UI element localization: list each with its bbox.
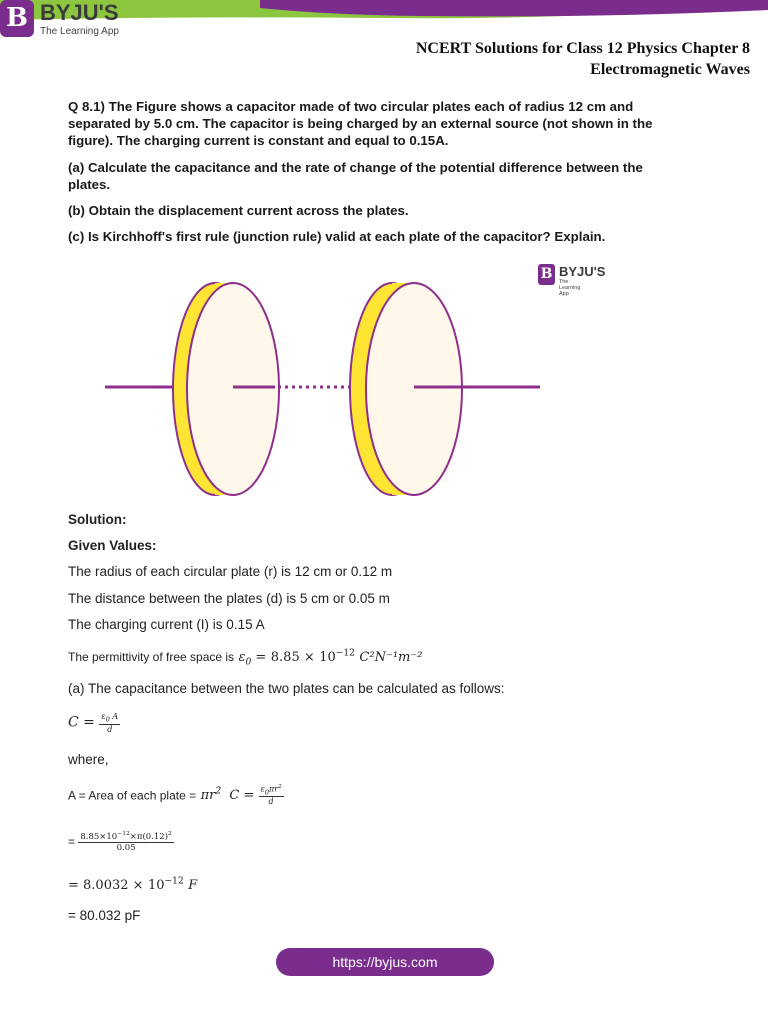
area-label: A = Area of each plate = bbox=[68, 788, 197, 803]
figure-logo-wordmark: BYJU'S bbox=[559, 264, 606, 279]
title-line-1: NCERT Solutions for Class 12 Physics Chapter 8 bbox=[415, 40, 750, 57]
capacitance-fraction: $\frac{\varepsilon_0 A}{d}$ bbox=[101, 712, 119, 734]
title-line-2: Electromagnetic Waves bbox=[590, 61, 750, 78]
part-a-line: (a) The capacitance between the two plates can be calculated as follows: bbox=[68, 681, 505, 696]
given-heading: Given Values: bbox=[68, 538, 157, 553]
result-line bbox=[68, 876, 197, 894]
permittivity-line bbox=[68, 648, 422, 668]
figure-logo-tagline: The Learning App bbox=[559, 279, 581, 297]
logo-wordmark: BYJU'S bbox=[40, 0, 119, 25]
footer-url-link[interactable]: https://byjus.com bbox=[276, 948, 494, 976]
radius-line: The radius of each circular plate (r) is 12 cm or 0.12 m bbox=[68, 564, 393, 579]
permittivity-value: 8.85 × bbox=[270, 650, 315, 665]
right-plate bbox=[350, 283, 462, 495]
solution-heading: Solution: bbox=[68, 512, 127, 527]
area-line: A = Area of each plate = $\pi r^2$ C = $\frac{\varepsilon_0\pi r^2}{d}$ bbox=[68, 784, 282, 807]
final-result: = 80.032 pF bbox=[68, 908, 141, 923]
permittivity-exponent: $10^{-12}$ bbox=[319, 648, 355, 665]
substitution-line: = $\frac{8.85\times 10^{-12}\times\pi(0.12)^2}{0.05}$ bbox=[68, 830, 172, 853]
distance-line: The distance between the plates (d) is 5 cm or 0.05 m bbox=[68, 591, 390, 606]
left-plate bbox=[173, 283, 279, 495]
result-value: = 8.0032 × bbox=[68, 878, 144, 893]
where-label: where, bbox=[68, 752, 109, 767]
logo-tagline: The Learning App bbox=[40, 26, 119, 37]
question-intro: Q 8.1) The Figure shows a capacitor made of two circular plates each of radius 12 cm and separated by 5.0 cm. The capacitor is being charged by an external source (not shown in the figure). The charging current is constant and equal to 0.15A. bbox=[68, 99, 653, 148]
logo-mark: B bbox=[0, 0, 34, 37]
question-part-b: (b) Obtain the displacement current across the plates. bbox=[68, 203, 409, 218]
page-title bbox=[330, 38, 750, 80]
permittivity-units: C²N⁻¹m⁻² bbox=[359, 650, 423, 665]
figure-logo-mark: B bbox=[538, 264, 555, 285]
capacitor-figure bbox=[100, 280, 550, 505]
current-line: The charging current (I) is 0.15 A bbox=[68, 617, 265, 632]
permittivity-label: The permittivity of free space is bbox=[68, 650, 235, 664]
result-exponent: $10^{-12}$ bbox=[148, 876, 184, 893]
question-part-a: (a) Calculate the capacitance and the rate of change of the potential difference between the plates. bbox=[68, 160, 643, 192]
substitution-fraction: $\frac{8.85\times 10^{-12}\times\pi(0.12)^2}{0.05}$ bbox=[80, 830, 172, 853]
capacitance-formula: C = $\frac{\varepsilon_0 A}{d}$ bbox=[68, 712, 119, 734]
result-unit: F bbox=[188, 878, 198, 893]
area-capacitance-fraction: $\frac{\varepsilon_0\pi r^2}{d}$ bbox=[260, 784, 282, 807]
question-part-c: (c) Is Kirchhoff's first rule (junction rule) valid at each plate of the capacitor? Explain. bbox=[68, 229, 606, 244]
epsilon-symbol: $\varepsilon_0$ = bbox=[238, 650, 267, 668]
